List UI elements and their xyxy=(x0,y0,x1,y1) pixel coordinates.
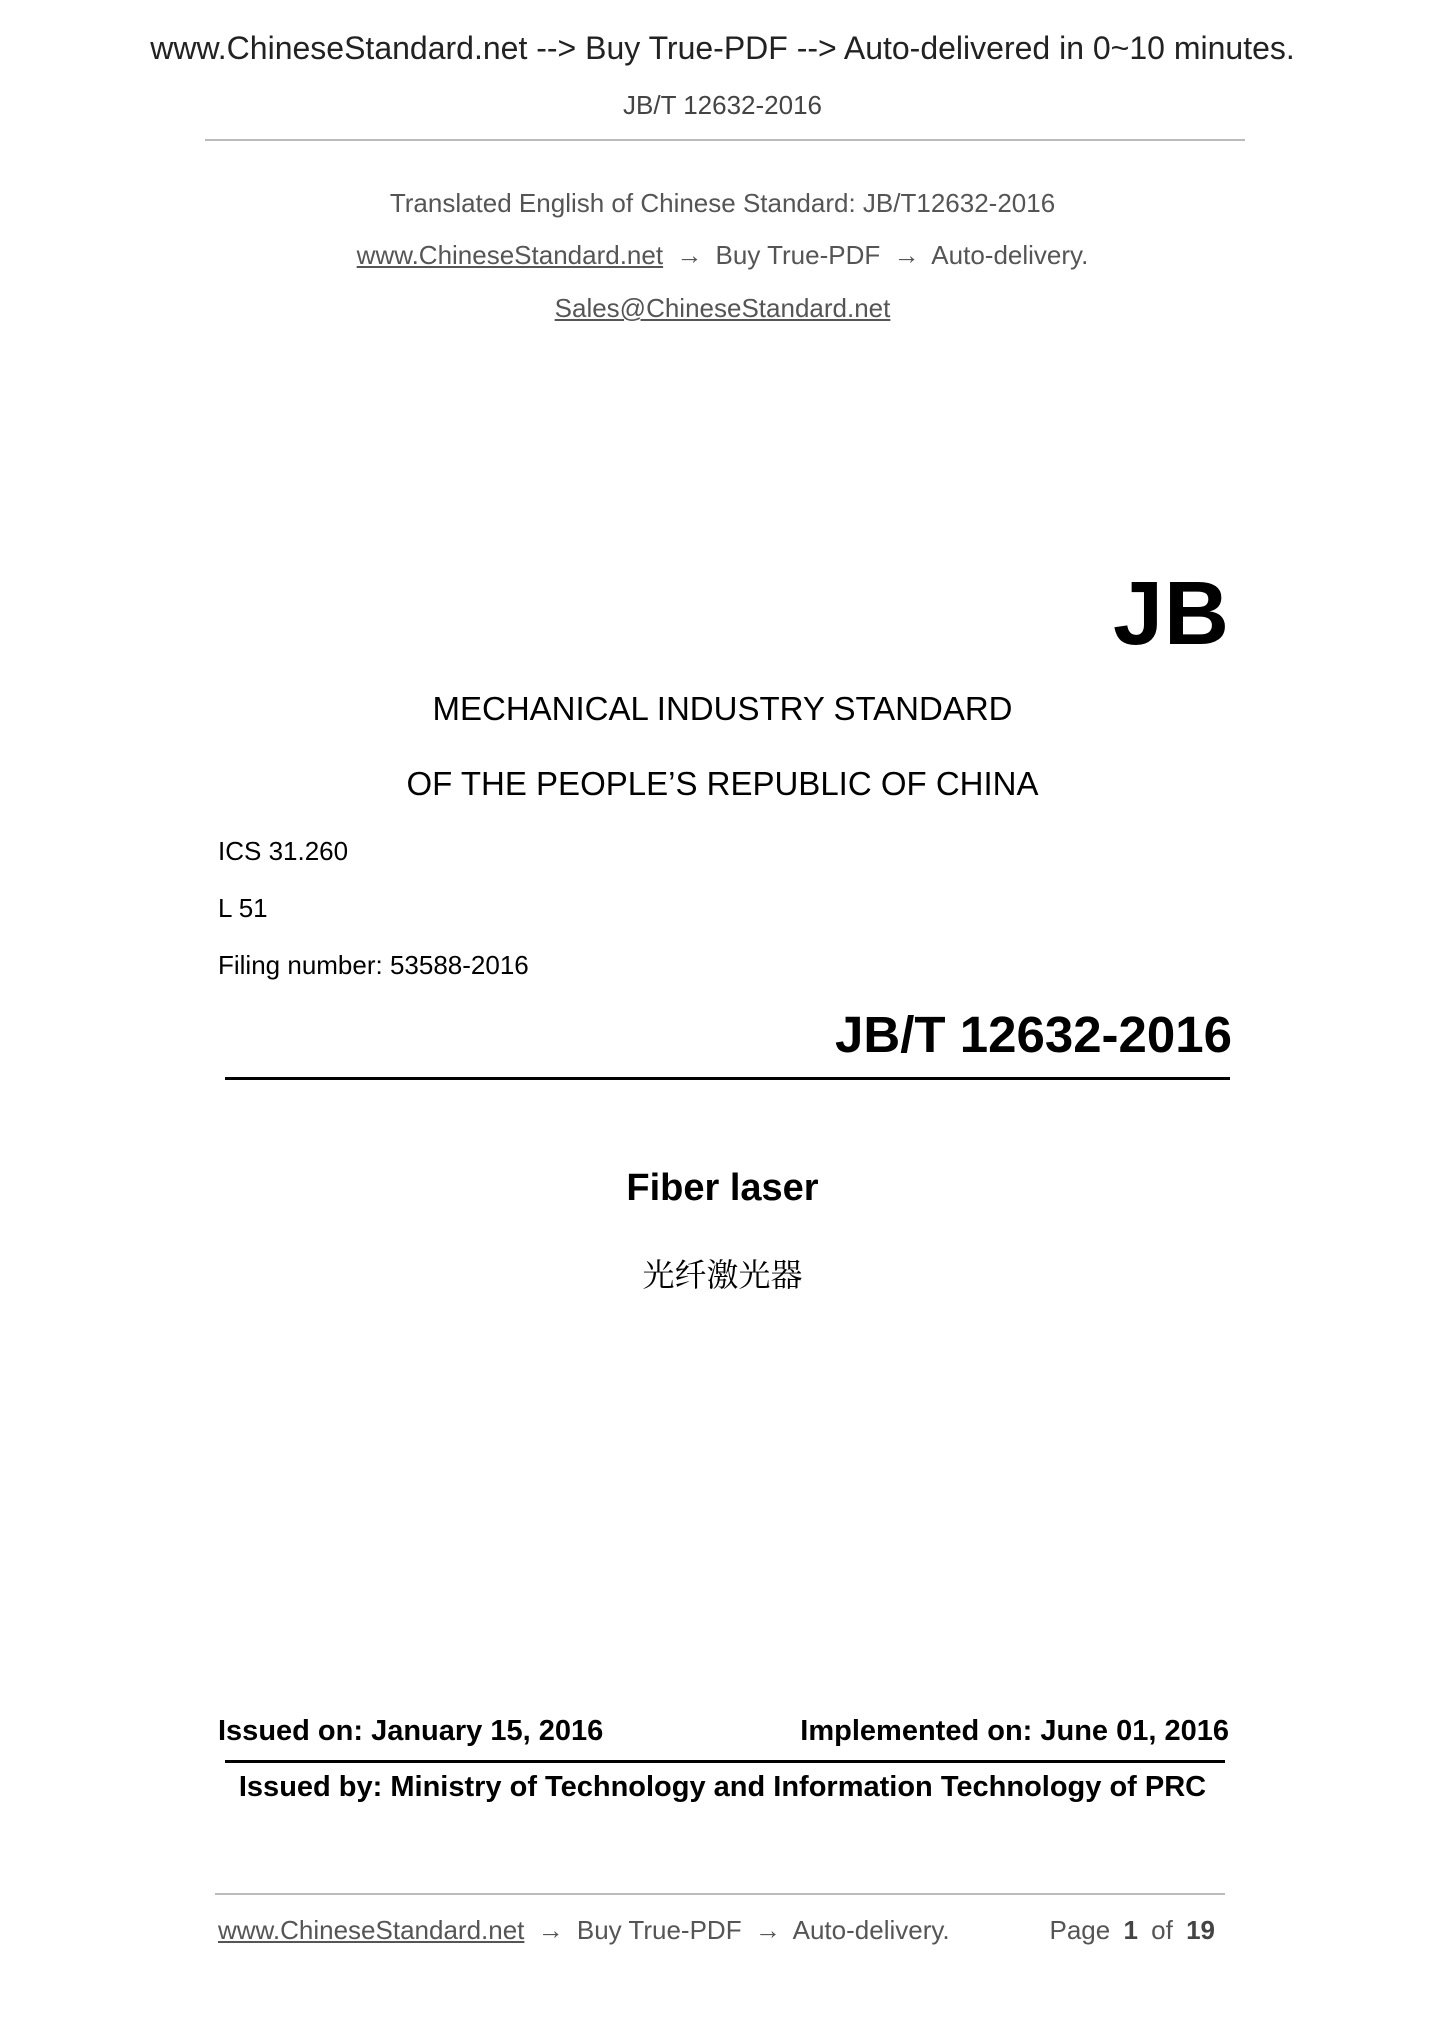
right-arrow-icon: → xyxy=(676,240,703,270)
issued-by: Issued by: Ministry of Technology and Information Technology of PRC xyxy=(238,1771,1207,1803)
title-chinese: 光纤激光器 xyxy=(642,1256,803,1294)
standard-line-1: MECHANICAL INDUSTRY STANDARD xyxy=(432,690,1013,727)
email-line xyxy=(0,293,1445,324)
right-arrow-icon: → xyxy=(537,1915,564,1945)
classification-code: L 51 xyxy=(218,893,268,923)
header-doc-id: JB/T 12632-2016 xyxy=(623,90,822,120)
code-divider xyxy=(225,1077,1230,1080)
filing-number: Filing number: 53588-2016 xyxy=(218,950,529,980)
of-label: of xyxy=(1151,1915,1173,1945)
issued-date: Issued on: January 15, 2016 xyxy=(218,1715,604,1747)
footer-site-link[interactable]: www.ChineseStandard.net xyxy=(218,1915,525,1945)
standard-code: JB/T 12632-2016 xyxy=(835,1006,1232,1063)
title-english: Fiber laser xyxy=(626,1167,819,1209)
footer-buy-text: Buy True-PDF xyxy=(576,1915,742,1945)
site-link[interactable]: www.ChineseStandard.net xyxy=(356,240,664,270)
page-label: Page xyxy=(1049,1915,1111,1945)
buy-text: Buy True-PDF xyxy=(715,240,881,270)
top-banner: www.ChineseStandard.net --> Buy True-PDF --> Auto-delivered in 0~10 minutes. xyxy=(150,30,1295,66)
header-divider xyxy=(205,139,1245,141)
purchase-line xyxy=(0,240,1445,271)
dates-divider xyxy=(225,1760,1225,1763)
implemented-date: Implemented on: June 01, 2016 xyxy=(800,1715,1229,1747)
footer-divider xyxy=(215,1893,1225,1895)
jb-logo: JB xyxy=(1112,564,1230,664)
footer-links xyxy=(218,1915,950,1946)
ics-code: ICS 31.260 xyxy=(218,836,349,866)
email-link[interactable]: Sales@ChineseStandard.net xyxy=(554,293,891,323)
page-indicator xyxy=(1049,1915,1221,1946)
page-total: 19 xyxy=(1186,1915,1215,1945)
right-arrow-icon: → xyxy=(893,240,920,270)
standard-line-2: OF THE PEOPLE’S REPUBLIC OF CHINA xyxy=(406,765,1039,802)
translated-line: Translated English of Chinese Standard: JB/T12632-2016 xyxy=(389,188,1056,218)
footer-auto-text: Auto-delivery. xyxy=(792,1915,950,1945)
auto-text: Auto-delivery. xyxy=(931,240,1089,270)
right-arrow-icon: → xyxy=(754,1915,781,1945)
page-number: 1 xyxy=(1123,1915,1138,1945)
